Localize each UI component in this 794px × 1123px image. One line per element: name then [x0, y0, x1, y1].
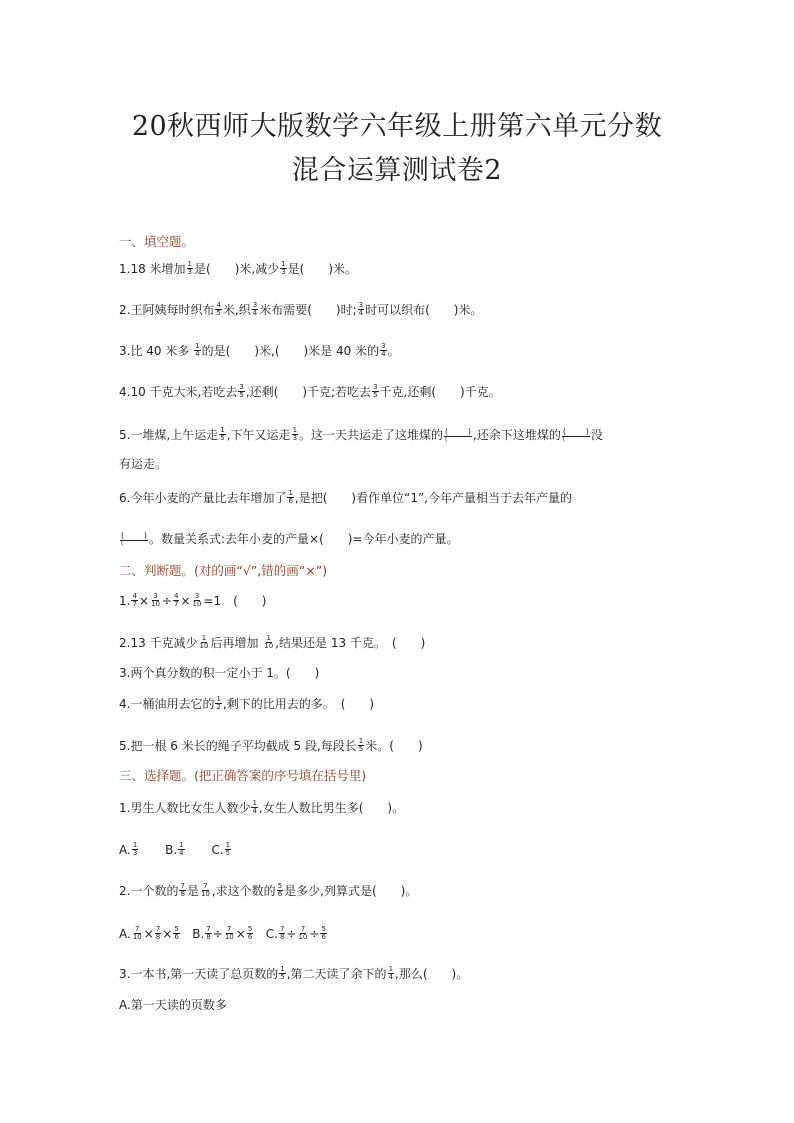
question-choice-2: 2.一个数的 $\frac{7}{8}$ 是 $\frac{7}{10}$ ,求这个数的 $\frac{5}{6}$ 是多少,列算式是( )。 [119, 882, 418, 898]
fraction: $\frac{1}{5}$ [280, 965, 285, 981]
fraction: $\frac{3}{5}$ [373, 383, 378, 399]
option-a[interactable]: A. $\frac{1}{3}$ [119, 841, 138, 857]
fraction: $\frac{1}{4}$ [388, 965, 394, 981]
choice-1-options [119, 841, 254, 859]
blank-fraction[interactable]: ( ) ( [445, 427, 472, 443]
fraction: $\frac{1}{4}$ [252, 799, 257, 815]
section-judge-heading: 二、判断题。(对的画“√”,错的画“×”) [119, 563, 328, 578]
question-fill-5-cont: 有运走。 [119, 457, 168, 471]
question-choice-1: 1.男生人数比女生人数少 $\frac{1}{4}$ ,女生人数比男生多( )。 [119, 799, 405, 815]
fraction: $\frac{3}{4}$ [358, 301, 364, 317]
question-fill-3: 3.比 40 米多 $\frac{1}{4}$ 的是( )米,( )米是 40 米的 $\frac{3}{4}$ 。 [119, 342, 400, 358]
question-judge-3: 3.两个真分数的积一定小于 1。( ) [119, 666, 320, 680]
question-fill-4: 4.10 千克大米,若吃去 $\frac{3}{5}$ ,还剩( )千克;若吃去 $\frac{3}{5}$ 千克,还剩( )千克。 [119, 383, 501, 399]
blank-fraction[interactable]: ( ) ( [562, 427, 589, 443]
choice-3-option-a[interactable]: A.第一天读的页数多 [119, 998, 227, 1012]
option-c[interactable]: C. $\frac{1}{5}$ [211, 841, 231, 857]
question-fill-5: 5.一堆煤,上午运走 $\frac{1}{5}$ ,下午又运走 $\frac{1}{3}$ 。这一天共运走了这堆煤的 ( ) ( ,还余下这堆煤的 ( ) ( 没 [119, 426, 603, 443]
fraction: $\frac{1}{3}$ [292, 426, 298, 442]
option-b[interactable]: B. $\frac{1}{4}$ [165, 841, 184, 857]
fraction: $\frac{3}{10}$ [192, 592, 202, 608]
fraction: $\frac{1}{6}$ [288, 489, 293, 505]
fraction: $\frac{7}{8}$ [180, 882, 185, 898]
option-a[interactable]: A. $\frac{7}{10}$ × $\frac{7}{8}$ × $\frac{5}{6}$ [119, 925, 179, 941]
fraction: $\frac{1}{5}$ [358, 737, 364, 753]
question-judge-2: 2.13 千克减少 $\frac{1}{10}$ 后再增加 $\frac{1}{10}$ ,结果还是 13 千克。 ( ) [119, 634, 426, 650]
fraction: $\frac{1}{3}$ [281, 260, 286, 276]
question-fill-6-cont: ( ) ( 。数量关系式:去年小麦的产量×( )=今年小麦的产量。 [121, 531, 459, 547]
page-title-line2: 混合运算测试卷2 [291, 155, 503, 186]
fraction: $\frac{4}{7}$ [132, 592, 137, 608]
option-b[interactable]: B. $\frac{7}{8}$ ÷ $\frac{7}{10}$ × $\frac{5}{6}$ [192, 925, 253, 941]
fraction: $\frac{1}{4}$ [195, 342, 200, 358]
fraction: $\frac{1}{2}$ [216, 695, 221, 711]
question-fill-6: 6.今年小麦的产量比去年增加了 $\frac{1}{6}$ ,是把( )看作单位“1”,今年产量相当于去年产量的 [119, 489, 572, 505]
fraction: $\frac{3}{10}$ [150, 592, 160, 608]
fraction: $\frac{1}{3}$ [187, 260, 193, 276]
choice-2-options [119, 925, 328, 943]
question-judge-1: 1. $\frac{4}{7}$ × $\frac{3}{10}$ ÷ $\frac{4}{7}$ × $\frac{3}{10}$ =1 ( ) [119, 592, 267, 608]
question-judge-5: 5.把一根 6 米长的绳子平均截成 5 段,每段长 $\frac{1}{5}$ 米。( ) [119, 737, 423, 753]
fraction: $\frac{7}{10}$ [200, 882, 210, 898]
fraction: $\frac{1}{10}$ [199, 634, 209, 650]
fraction: $\frac{1}{10}$ [264, 634, 274, 650]
option-c[interactable]: C. $\frac{7}{8}$ ÷ $\frac{7}{10}$ ÷ $\frac{5}{6}$ [265, 925, 326, 941]
blank-fraction[interactable]: ( ) ( [121, 531, 147, 547]
fraction: $\frac{3}{5}$ [239, 383, 244, 399]
question-judge-4: 4.一桶油用去它的 $\frac{1}{2}$ ,剩下的比用去的多。 ( ) [119, 695, 375, 711]
fraction: $\frac{4}{5}$ [216, 301, 221, 317]
question-choice-3: 3.一本书,第一天读了总页数的 $\frac{1}{5}$ ,第二天读了余下的 $\frac{1}{4}$ ,那么( )。 [119, 965, 469, 981]
section-choice-heading: 三、选择题。(把正确答案的序号填在括号里) [119, 768, 367, 783]
fraction: $\frac{1}{5}$ [220, 426, 225, 442]
fraction: $\frac{3}{4}$ [381, 342, 386, 358]
question-fill-1: 1.18 米增加 $\frac{1}{3}$ 是( )米,减少 $\frac{1}{3}$ 是( )米。 [119, 260, 358, 276]
fraction: $\frac{5}{6}$ [277, 882, 283, 898]
page-title-line1: 20秋西师大版数学六年级上册第六单元分数 [131, 111, 663, 142]
section-fill-heading: 一、填空题。 [119, 234, 195, 249]
question-fill-2: 2.王阿姨每时织布 $\frac{4}{5}$ 米,织 $\frac{3}{4}$ 米布需要( )时; $\frac{3}{4}$ 时可以织布( )米。 [119, 301, 483, 317]
fraction: $\frac{4}{7}$ [173, 592, 179, 608]
fraction: $\frac{3}{4}$ [252, 301, 258, 317]
